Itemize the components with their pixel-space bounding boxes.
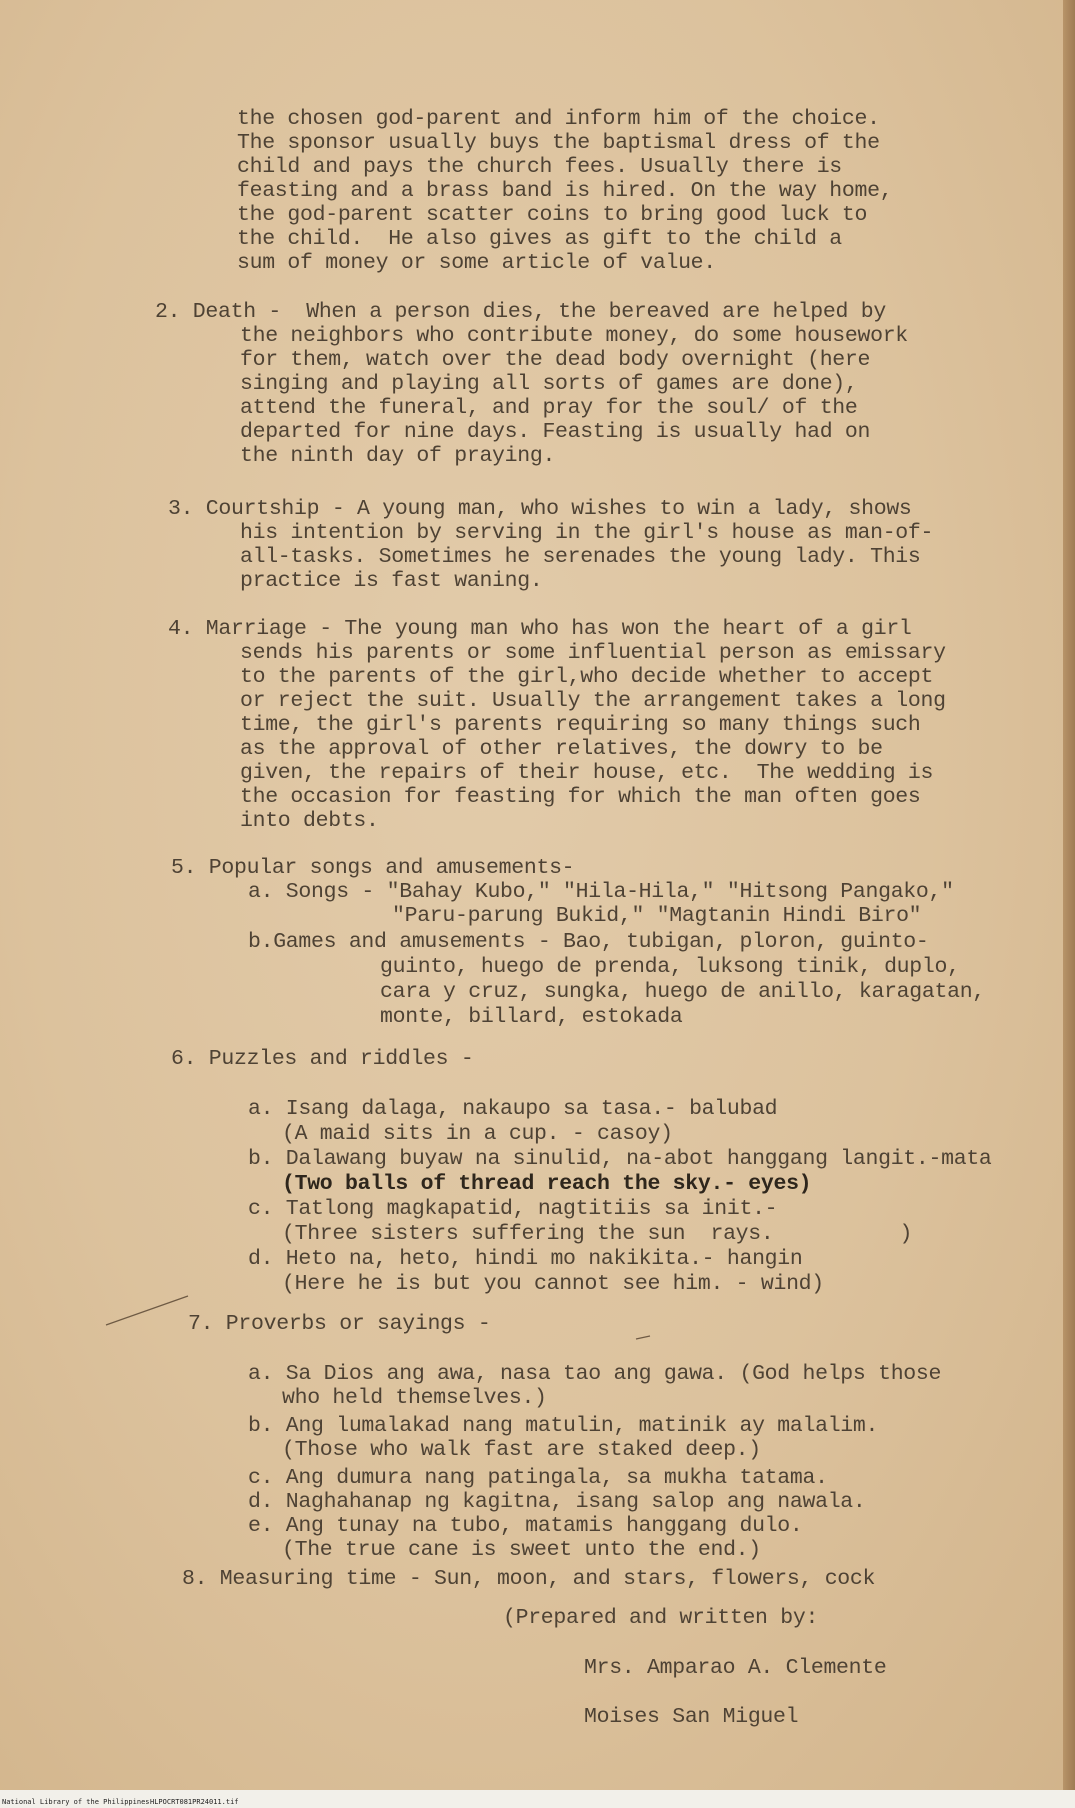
- footer-filename: HLPOCRT081PR24011.tif: [150, 1798, 239, 1806]
- section-heading: 6. Puzzles and riddles -: [171, 1047, 474, 1071]
- text-line: practice is fast waning.: [240, 569, 543, 593]
- author-name: Mrs. Amparao A. Clemente: [584, 1656, 887, 1680]
- text-line: a. Sa Dios ang awa, nasa tao ang gawa. (God helps those: [248, 1362, 942, 1386]
- text-line: to the parents of the girl,who decide whether to accept: [240, 665, 934, 689]
- text-line: as the approval of other relatives, the dowry to be: [240, 737, 883, 761]
- text-line: child and pays the church fees. Usually there is: [237, 155, 842, 179]
- text-line: the neighbors who contribute money, do some housework: [240, 324, 908, 348]
- prepared-by-label: (Prepared and written by:: [503, 1606, 819, 1630]
- text-line: sum of money or some article of value.: [237, 251, 716, 275]
- section-measuring-time: 8. Measuring time - Sun, moon, and stars, flowers, cock: [182, 1567, 876, 1591]
- text-line: "Paru-parung Bukid," "Magtanin Hindi Biro": [392, 904, 922, 928]
- text-line: (Three sisters suffering the sun rays. ): [282, 1222, 913, 1246]
- text-line: a. Isang dalaga, nakaupo sa tasa.- balubad: [248, 1097, 778, 1121]
- text-line: the chosen god-parent and inform him of the choice.: [237, 107, 880, 131]
- text-line: all-tasks. Sometimes he serenades the young lady. This: [240, 545, 921, 569]
- text-line: The sponsor usually buys the baptismal dress of the: [237, 131, 880, 155]
- text-line: cara y cruz, sungka, huego de anillo, karagatan,: [380, 980, 985, 1004]
- text-line: the occasion for feasting for which the man often goes: [240, 785, 921, 809]
- text-line: e. Ang tunay na tubo, matamis hanggang dulo.: [248, 1514, 803, 1538]
- text-line: (A maid sits in a cup. - casoy): [282, 1122, 673, 1146]
- text-line: time, the girl's parents requiring so many things such: [240, 713, 921, 737]
- scan-footer-strip: [0, 1790, 1075, 1808]
- text-line: d. Naghahanap ng kagitna, isang salop ang nawala.: [248, 1490, 866, 1514]
- author-name: Moises San Miguel: [584, 1705, 799, 1729]
- text-line: c. Tatlong magkapatid, nagtitiis sa init.-: [248, 1197, 778, 1221]
- text-line: a. Songs - "Bahay Kubo," "Hila-Hila," "Hitsong Pangako,": [248, 880, 954, 904]
- text-line: guinto, huego de prenda, luksong tinik, duplo,: [380, 955, 960, 979]
- text-line: departed for nine days. Feasting is usually had on: [240, 420, 871, 444]
- text-line: his intention by serving in the girl's house as man-of-: [240, 521, 934, 545]
- section-heading: 4. Marriage - The young man who has won the heart of a girl: [168, 617, 912, 641]
- text-line: b. Ang lumalakad nang matulin, matinik ay malalim.: [248, 1414, 879, 1438]
- text-line: b.Games and amusements - Bao, tubigan, ploron, guinto-: [248, 930, 929, 954]
- text-line: attend the funeral, and pray for the soul/ of the: [240, 396, 858, 420]
- text-line: the child. He also gives as gift to the child a: [237, 227, 842, 251]
- text-line: for them, watch over the dead body overnight (here: [240, 348, 871, 372]
- text-line: monte, billard, estokada: [380, 1005, 683, 1029]
- text-line: the god-parent scatter coins to bring good luck to: [237, 203, 868, 227]
- text-line: or reject the suit. Usually the arrangement takes a long: [240, 689, 946, 713]
- text-line: (Those who walk fast are staked deep.): [282, 1438, 761, 1462]
- section-heading: 5. Popular songs and amusements-: [171, 856, 575, 880]
- text-line: the ninth day of praying.: [240, 444, 556, 468]
- text-line: into debts.: [240, 809, 379, 833]
- text-line: c. Ang dumura nang patingala, sa mukha tatama.: [248, 1466, 828, 1490]
- text-line: (Here he is but you cannot see him. - wind): [282, 1272, 824, 1296]
- paper-edge-shadow: [1063, 0, 1075, 1808]
- text-line: given, the repairs of their house, etc. The wedding is: [240, 761, 934, 785]
- text-line: (The true cane is sweet unto the end.): [282, 1538, 761, 1562]
- section-heading: 3. Courtship - A young man, who wishes to win a lady, shows: [168, 497, 912, 521]
- footer-library-label: National Library of the Philippines: [2, 1798, 150, 1806]
- text-line: sends his parents or some influential person as emissary: [240, 641, 946, 665]
- text-line: feasting and a brass band is hired. On the way home,: [237, 179, 893, 203]
- section-heading: 2. Death - When a person dies, the bereaved are helped by: [155, 300, 886, 324]
- text-line: who held themselves.): [282, 1386, 547, 1410]
- text-line: b. Dalawang buyaw na sinulid, na-abot hanggang langit.-mata: [248, 1147, 992, 1171]
- text-line: d. Heto na, heto, hindi mo nakikita.- hangin: [248, 1247, 803, 1271]
- section-heading: 7. Proverbs or sayings -: [188, 1312, 491, 1336]
- text-line: (Two balls of thread reach the sky.- eyes): [282, 1172, 812, 1196]
- text-line: singing and playing all sorts of games are done),: [240, 372, 858, 396]
